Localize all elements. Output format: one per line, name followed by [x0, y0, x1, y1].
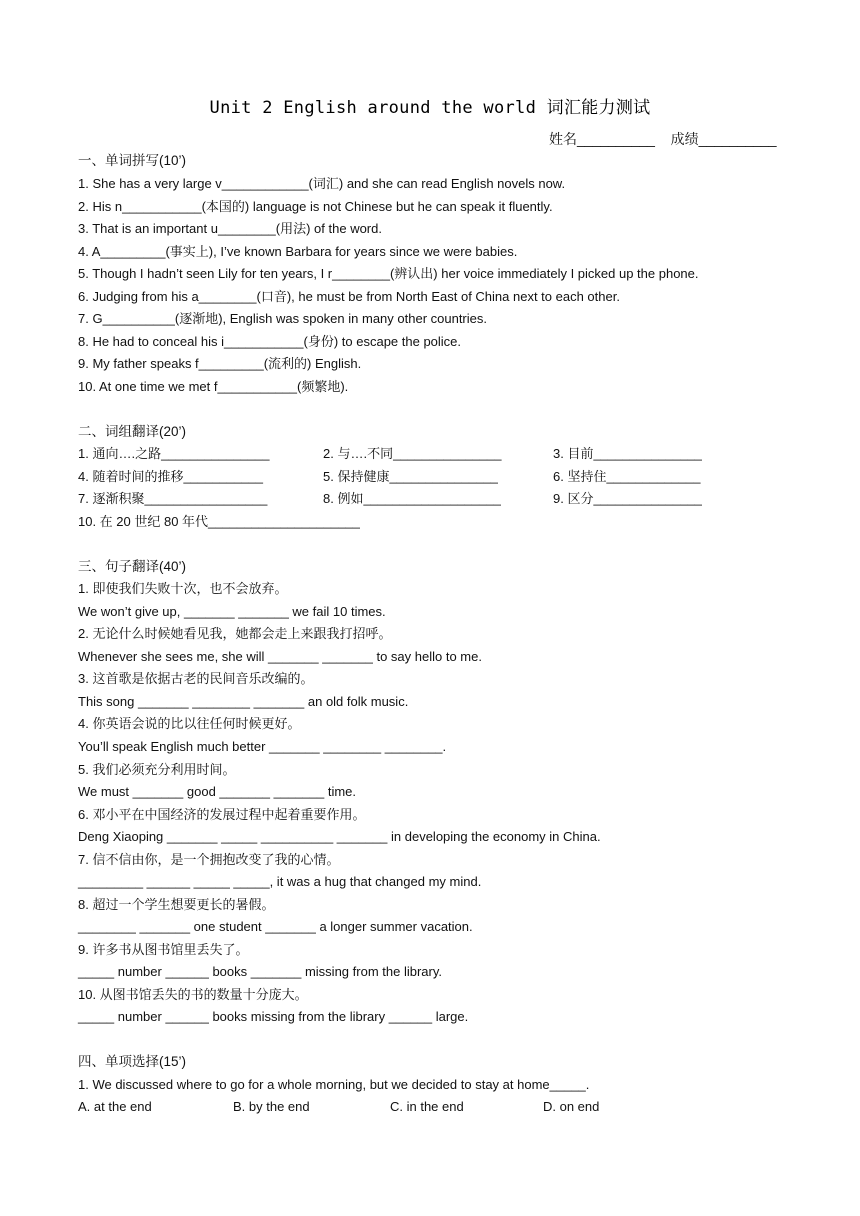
option-c: C. in the end [390, 1099, 464, 1114]
name-field-label: 姓名__________ [549, 131, 655, 147]
score-field-label: 成绩__________ [670, 131, 777, 147]
option-d: D. on end [543, 1099, 600, 1114]
phrase-item: 9. 区分_______________ [553, 491, 702, 506]
translation-answer: Deng Xiaoping _______ _____ __________ _______ in developing the economy in China. [78, 829, 601, 844]
section4-heading: 四、单项选择(15’) [78, 1054, 187, 1069]
option-a: A. at the end [78, 1099, 152, 1114]
translation-prompt: 1. 即使我们失败十次，也不会放弃。 [78, 581, 288, 596]
translation-answer: _____ number ______ books missing from the library ______ large. [78, 1009, 469, 1024]
spelling-item: 1. She has a very large v____________(词汇) and she can read English novels now. [78, 176, 566, 191]
translation-prompt: 4. 你英语会说的比以往任何时候更好。 [78, 716, 301, 731]
translation-prompt: 3. 这首歌是依据古老的民间音乐改编的。 [78, 671, 314, 686]
spelling-item: 9. My father speaks f_________(流利的) English. [78, 356, 362, 371]
phrase-item: 1. 通向….之路_______________ [78, 446, 270, 461]
phrase-item: 2. 与….不同_______________ [323, 446, 502, 461]
spelling-item: 5. Though I hadn’t seen Lily for ten years, I r________(辨认出) her voice immediately I picked up the phone. [78, 266, 699, 281]
section2-heading: 二、词组翻译(20’) [78, 424, 187, 439]
spelling-item: 6. Judging from his a________(口音), he must be from North East of China next to each other. [78, 289, 620, 304]
translation-prompt: 6. 邓小平在中国经济的发展过程中起着重要作用。 [78, 807, 366, 822]
translation-answer: _________ ______ _____ _____, it was a hug that changed my mind. [78, 874, 482, 889]
spelling-item: 8. He had to conceal his i___________(身份) to escape the police. [78, 334, 462, 349]
spelling-item: 3. That is an important u________(用法) of the word. [78, 221, 382, 236]
translation-answer: This song _______ ________ _______ an old folk music. [78, 694, 409, 709]
phrase-item: 3. 目前_______________ [553, 446, 702, 461]
phrase-item: 5. 保持健康_______________ [323, 469, 498, 484]
translation-prompt: 8. 超过一个学生想要更长的暑假。 [78, 897, 275, 912]
option-b: B. by the end [233, 1099, 310, 1114]
translation-prompt: 9. 许多书从图书馆里丢失了。 [78, 942, 249, 957]
phrase-item: 7. 逐渐积聚_________________ [78, 491, 268, 506]
phrase-item: 8. 例如___________________ [323, 491, 501, 506]
spelling-item: 4. A_________(事实上), I’ve known Barbara for years since we were babies. [78, 244, 518, 259]
translation-answer: Whenever she sees me, she will _______ _______ to say hello to me. [78, 649, 482, 664]
translation-answer: You’ll speak English much better _______ ________ ________. [78, 739, 447, 754]
phrase-item: 6. 坚持住_____________ [553, 469, 701, 484]
choice-question: 1. We discussed where to go for a whole morning, but we decided to stay at home_____. [78, 1077, 590, 1092]
translation-answer: We won’t give up, _______ _______ we fail 10 times. [78, 604, 386, 619]
translation-prompt: 7. 信不信由你，是一个拥抱改变了我的心情。 [78, 852, 340, 867]
page-title: Unit 2 English around the world 词汇能力测试 [209, 98, 651, 118]
translation-prompt: 2. 无论什么时候她看见我，她都会走上来跟我打招呼。 [78, 626, 392, 641]
phrase-item: 10. 在 20 世纪 80 年代_____________________ [78, 514, 360, 529]
name-score-bar [549, 129, 777, 149]
translation-answer: We must _______ good _______ _______ time. [78, 784, 357, 799]
translation-answer: ________ _______ one student _______ a longer summer vacation. [78, 919, 473, 934]
spelling-item: 2. His n___________(本国的) language is not Chinese but he can speak it fluently. [78, 199, 553, 214]
translation-prompt: 10. 从图书馆丢失的书的数量十分庞大。 [78, 987, 308, 1002]
translation-prompt: 5. 我们必须充分利用时间。 [78, 762, 236, 777]
phrase-item: 4. 随着时间的推移___________ [78, 469, 263, 484]
translation-answer: _____ number ______ books _______ missing from the library. [78, 964, 442, 979]
spelling-item: 7. G__________(逐渐地), English was spoken in many other countries. [78, 311, 487, 326]
section3-heading: 三、句子翻译(40’) [78, 559, 187, 574]
section1-heading: 一、单词拼写(10’) [78, 153, 187, 168]
spelling-item: 10. At one time we met f___________(频繁地). [78, 379, 349, 394]
